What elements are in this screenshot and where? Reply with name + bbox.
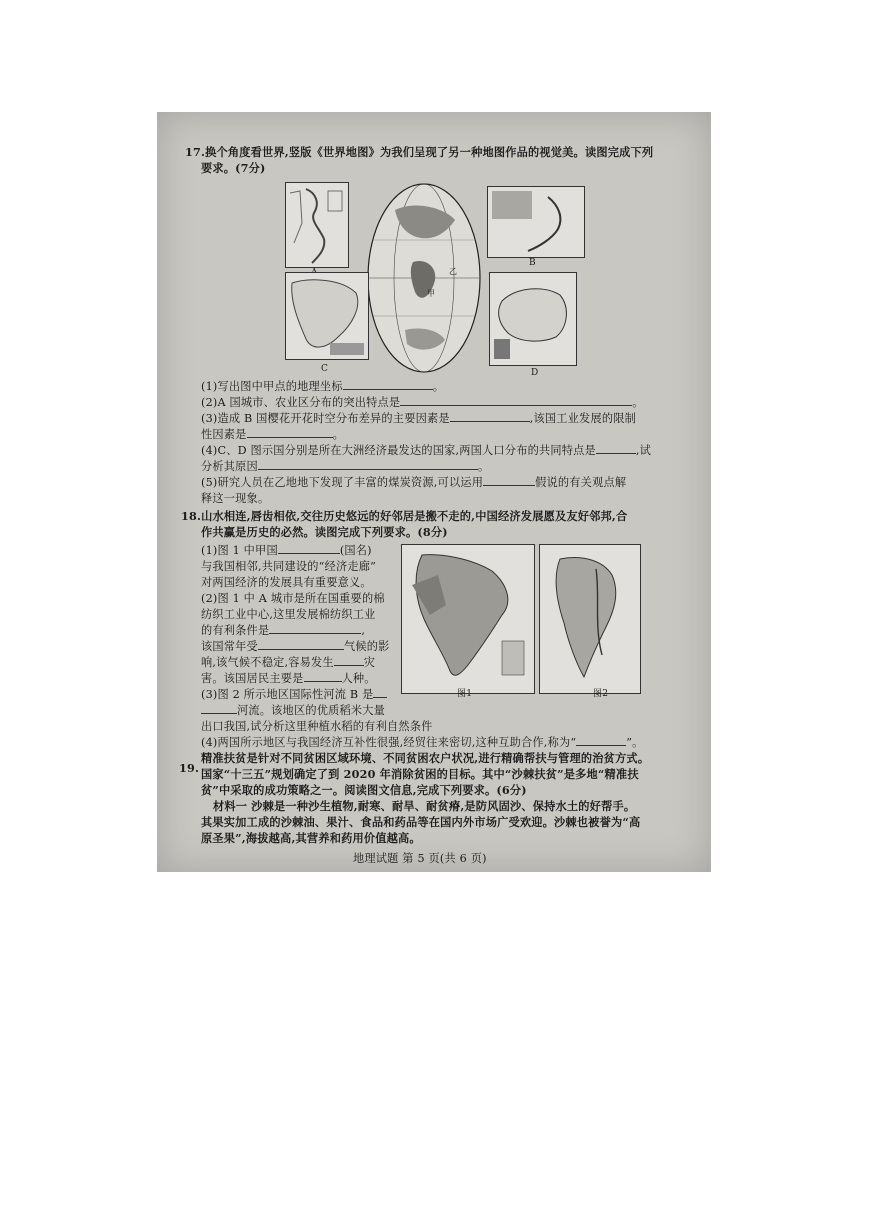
q18-s2-line2: 纺织工业中心,这里发展棉纺织工业 [201, 608, 376, 621]
q18-s2-line1: (2)图 1 中 A 城市是所在国重要的棉 [201, 592, 385, 605]
q18-s1-line2: 与我国相邻,共同建设的“经济走廊” [201, 560, 377, 573]
map-label-jia: 甲 [427, 289, 435, 298]
q18-s1-line3: 对两国经济的发展具有重要意义。 [201, 576, 372, 589]
q18-s2-line5: 响,该气候不稳定,容易发生 灾 [201, 656, 376, 669]
q17-sub3-line2: 性因素是 。 [201, 428, 344, 441]
q18-s4: (4)两国所示地区与我国经济互补性很强,经贸往来密切,这种互助合作,称为“ ”。 [201, 736, 644, 749]
q19-material1-line3: 原圣果”,海拔越高,其营养和药用价值越高。 [201, 831, 421, 845]
fig1-caption: 图1 [457, 689, 473, 699]
map-a-vietnam [285, 182, 349, 268]
q17-sub5-line1: (5)研究人员在乙地地下发现了丰富的煤炭资源,可以运用 假说的有关观点解 [201, 476, 627, 489]
q17-map-figure [277, 180, 587, 380]
exam-page-photo [157, 112, 711, 872]
q19-intro-line2: 国家“十三五”规划确定了到 2020 年消除贫困的目标。其中“沙棘扶贫”是多地“精准扶 [201, 767, 639, 781]
q17-stem-line2: 要求。(7分) [201, 161, 266, 175]
map-c-brazil [285, 272, 369, 360]
map-d-australia [489, 272, 577, 366]
q18-s2-line6: 害。该国居民主要是 人种。 [201, 672, 376, 685]
q19-intro-line1: 精准扶贫是针对不同贫困区域环境、不同贫困农户状况,进行精确帮扶与管理的治贫方式。 [201, 751, 650, 765]
q18-s2-line4: 该国常年受 气候的影 [201, 640, 390, 653]
q19-intro-line3: 贫”中采取的成功策略之一。阅读图文信息,完成下列要求。(6分) [201, 783, 527, 797]
page-footer: 地理试题 第 5 页(共 6 页) [353, 852, 487, 865]
q18-stem-line1: 18.山水相连,唇齿相依,交往历史悠远的好邻居是搬不走的,中国经济发展愿及友好邻邦,合 [181, 509, 628, 523]
map-label-yi: 乙 [449, 267, 457, 276]
q18-figure-2-indochina-map [539, 544, 641, 694]
q19-material1-line1: 材料一 沙棘是一种沙生植物,耐寒、耐旱、耐贫瘠,是防风固沙、保持水土的好帮手。 [213, 799, 636, 813]
q17-sub4-line1: (4)C、D 图示国分别是所在大洲经济最发达的国家,两国人口分布的共同特点是 ,试 [201, 444, 652, 457]
q19-number: 19. [179, 761, 200, 775]
q17-sub4-line2: 分析其原因 。 [201, 460, 490, 473]
q18-s2-line3: 的有利条件是 , [201, 624, 366, 637]
fig2-caption: 图2 [593, 689, 609, 699]
q18-s3-line3: 出口我国,试分析这里种植水稻的有利自然条件 [201, 720, 433, 733]
q17-stem-line1: 17.换个角度看世界,竖版《世界地图》为我们呈现了另一种地图作品的视觉美。读图完成下列 [185, 145, 654, 159]
q19-material1-line2: 其果实加工成的沙棘油、果汁、食品和药品等在国内外市场广受欢迎。沙棘也被誉为“高 [201, 815, 641, 829]
map-label-b: B [529, 258, 536, 268]
map-label-d: D [531, 368, 539, 378]
map-label-c: C [321, 364, 328, 374]
q17-sub1: (1)写出图中甲点的地理坐标 。 [201, 380, 445, 393]
world-globe-map [365, 180, 483, 376]
q18-s3-line2: 河流。该地区的优质稻米大量 [201, 704, 385, 717]
q17-sub2: (2)A 国城市、农业区分布的突出特点是 。 [201, 396, 644, 409]
map-b-japan [487, 186, 585, 258]
q18-stem-line2: 作共赢是历史的必然。读图完成下列要求。(8分) [201, 525, 448, 539]
q18-s1-line1: (1)图 1 中甲国 (国名) [201, 544, 372, 557]
q17-sub3-line1: (3)造成 B 国樱花开花时空分布差异的主要因素是 ,该国工业发展的限制 [201, 412, 636, 425]
q18-s3-line1: (3)图 2 所示地区国际性河流 B 是 [201, 688, 387, 701]
q17-sub5-line2: 释这一现象。 [201, 492, 270, 505]
q18-figure-1-south-asia-map [401, 544, 535, 694]
